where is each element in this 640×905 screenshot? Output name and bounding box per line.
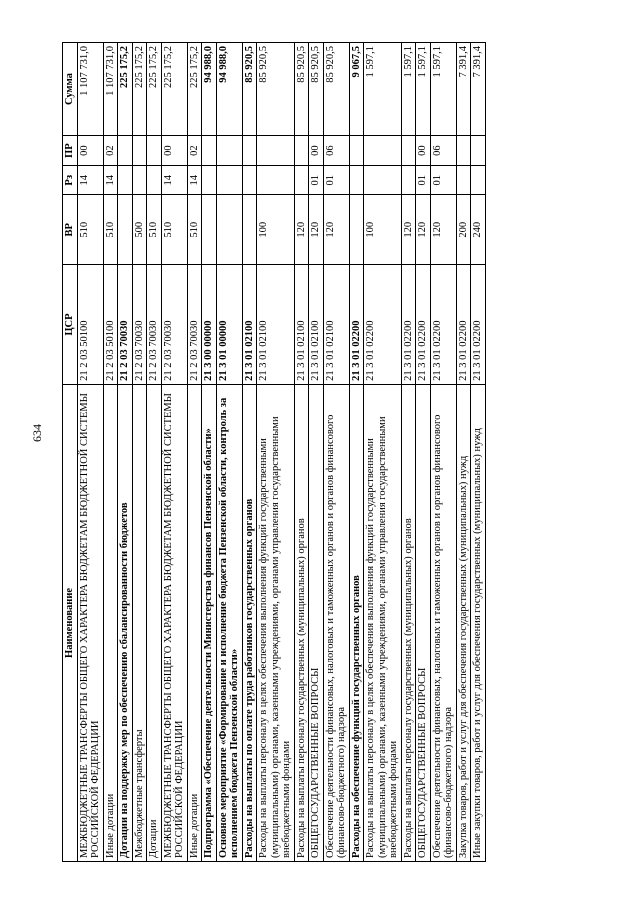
- cell-rz: 01: [323, 166, 349, 195]
- cell-pr: [118, 136, 133, 166]
- cell-csr: 21 3 00 00000: [202, 265, 217, 385]
- cell-sum: 1 107 731,0: [103, 43, 118, 136]
- cell-csr: 21 3 01 02200: [471, 265, 486, 385]
- cell-vr: 120: [294, 195, 309, 265]
- cell-sum: 85 920,5: [323, 43, 349, 136]
- header-csr: ЦСР: [63, 265, 78, 385]
- cell-vr: 200: [456, 195, 471, 265]
- cell-sum: 9 067,5: [349, 43, 364, 136]
- cell-name: Основное мероприятие «Формирование и исполнение бюджета Пензенской области, контроль за исполнением бюджета Пензенской области»: [216, 384, 242, 861]
- cell-vr: 510: [77, 195, 103, 265]
- cell-sum: 225 175,2: [161, 43, 187, 136]
- cell-rz: [118, 166, 133, 195]
- header-rz: Рз: [63, 166, 78, 195]
- table-row: [456, 43, 471, 862]
- cell-vr: 510: [147, 195, 162, 265]
- cell-vr: 510: [103, 195, 118, 265]
- cell-name: Дотации на поддержку мер по обеспечению сбалансированности бюджетов: [118, 384, 133, 861]
- cell-name: Расходы на выплаты персоналу государственных (муниципальных) органов: [294, 384, 309, 861]
- cell-vr: 120: [323, 195, 349, 265]
- cell-vr: [118, 195, 133, 265]
- table-row: [430, 43, 456, 862]
- table-row: [401, 43, 416, 862]
- table-row: [132, 43, 147, 862]
- cell-pr: 00: [309, 136, 324, 166]
- cell-rz: 01: [416, 166, 431, 195]
- cell-name: Расходы на обеспечение функций государственных органов: [349, 384, 364, 861]
- cell-pr: [364, 136, 402, 166]
- header-vr: ВР: [63, 195, 78, 265]
- cell-pr: [294, 136, 309, 166]
- cell-sum: 225 175,2: [147, 43, 162, 136]
- cell-name: Закупка товаров, работ и услуг для обеспечения государственных (муниципальных) нужд: [456, 384, 471, 861]
- cell-vr: 100: [257, 195, 295, 265]
- header-name: Наименование: [63, 384, 78, 861]
- cell-name: Иные дотации: [187, 384, 202, 861]
- cell-pr: 00: [161, 136, 187, 166]
- header-pr: ПР: [63, 136, 78, 166]
- cell-csr: 21 3 01 00000: [216, 265, 242, 385]
- cell-csr: 21 2 03 70030: [187, 265, 202, 385]
- cell-name: Расходы на выплаты персоналу в целях обеспечения выполнения функций государственными (муниципальными) органами, казенными учреждениями, органами управления государственными внебюджетными фондами: [364, 384, 402, 861]
- cell-csr: 21 3 01 02200: [364, 265, 402, 385]
- cell-name: МЕЖБЮДЖЕТНЫЕ ТРАНСФЕРТЫ ОБЩЕГО ХАРАКТЕРА БЮДЖЕТАМ БЮДЖЕТНОЙ СИСТЕМЫ РОССИЙСКОЙ ФЕДЕРАЦИИ: [161, 384, 187, 861]
- cell-pr: 02: [187, 136, 202, 166]
- cell-csr: 21 2 03 70030: [118, 265, 133, 385]
- cell-vr: 120: [430, 195, 456, 265]
- cell-csr: 21 2 03 50100: [103, 265, 118, 385]
- cell-csr: 21 2 03 70030: [161, 265, 187, 385]
- cell-sum: 225 175,2: [118, 43, 133, 136]
- table-row: [216, 43, 242, 862]
- cell-sum: 1 597,1: [364, 43, 402, 136]
- table-row: [257, 43, 295, 862]
- cell-rz: [242, 166, 257, 195]
- cell-csr: 21 3 01 02200: [349, 265, 364, 385]
- cell-rz: [147, 166, 162, 195]
- page-number: 634: [30, 424, 44, 442]
- cell-sum: 85 920,5: [257, 43, 295, 136]
- table-row: [364, 43, 402, 862]
- cell-name: ОБЩЕГОСУДАРСТВЕННЫЕ ВОПРОСЫ: [309, 384, 324, 861]
- cell-name: Расходы на выплаты персоналу государственных (муниципальных) органов: [401, 384, 416, 861]
- cell-pr: 06: [323, 136, 349, 166]
- cell-sum: 85 920,5: [242, 43, 257, 136]
- cell-name: ОБЩЕГОСУДАРСТВЕННЫЕ ВОПРОСЫ: [416, 384, 431, 861]
- cell-vr: [349, 195, 364, 265]
- table-row: [118, 43, 133, 862]
- cell-name: Дотации: [147, 384, 162, 861]
- cell-sum: 1 597,1: [430, 43, 456, 136]
- table-row: [323, 43, 349, 862]
- cell-pr: [471, 136, 486, 166]
- cell-vr: 510: [187, 195, 202, 265]
- cell-pr: 00: [416, 136, 431, 166]
- cell-rz: [401, 166, 416, 195]
- cell-csr: 21 3 01 02100: [323, 265, 349, 385]
- cell-vr: 120: [309, 195, 324, 265]
- cell-name: МЕЖБЮДЖЕТНЫЕ ТРАНСФЕРТЫ ОБЩЕГО ХАРАКТЕРА БЮДЖЕТАМ БЮДЖЕТНОЙ СИСТЕМЫ РОССИЙСКОЙ ФЕДЕРАЦИИ: [77, 384, 103, 861]
- cell-pr: [401, 136, 416, 166]
- rotated-page-content: [62, 42, 614, 862]
- cell-name: Обеспечение деятельности финансовых, налоговых и таможенных органов и органов финансового (финансово-бюджетного) надзора: [430, 384, 456, 861]
- cell-rz: 14: [161, 166, 187, 195]
- table-row: [242, 43, 257, 862]
- cell-pr: [242, 136, 257, 166]
- cell-sum: 85 920,5: [309, 43, 324, 136]
- cell-sum: 1 597,1: [416, 43, 431, 136]
- cell-name: Расходы на выплаты по оплате труда работников государственных органов: [242, 384, 257, 861]
- cell-csr: 21 3 01 02200: [430, 265, 456, 385]
- table-body: [77, 43, 485, 862]
- cell-rz: [294, 166, 309, 195]
- table-row: [294, 43, 309, 862]
- cell-csr: 21 3 01 02100: [309, 265, 324, 385]
- cell-rz: [216, 166, 242, 195]
- cell-vr: [242, 195, 257, 265]
- cell-rz: [132, 166, 147, 195]
- cell-vr: 120: [401, 195, 416, 265]
- cell-vr: 240: [471, 195, 486, 265]
- cell-rz: 01: [430, 166, 456, 195]
- cell-rz: 14: [103, 166, 118, 195]
- cell-rz: [364, 166, 402, 195]
- cell-name: Иные дотации: [103, 384, 118, 861]
- table-row: [161, 43, 187, 862]
- cell-pr: [257, 136, 295, 166]
- cell-csr: 21 3 01 02100: [257, 265, 295, 385]
- table-row: [471, 43, 486, 862]
- cell-sum: 225 175,2: [132, 43, 147, 136]
- cell-sum: 225 175,2: [187, 43, 202, 136]
- cell-name: Иные закупки товаров, работ и услуг для обеспечения государственных (муниципальных) нужд: [471, 384, 486, 861]
- cell-rz: [456, 166, 471, 195]
- table-header-row: [63, 43, 78, 862]
- cell-name: Обеспечение деятельности финансовых, налоговых и таможенных органов и органов финансового (финансово-бюджетного) надзора: [323, 384, 349, 861]
- cell-pr: 06: [430, 136, 456, 166]
- cell-pr: [216, 136, 242, 166]
- cell-vr: 500: [132, 195, 147, 265]
- cell-vr: [216, 195, 242, 265]
- cell-name: Межбюджетные трансферты: [132, 384, 147, 861]
- cell-pr: [132, 136, 147, 166]
- cell-pr: [349, 136, 364, 166]
- cell-sum: 94 988,0: [216, 43, 242, 136]
- cell-name: Подпрограмма «Обеспечение деятельности Министерства финансов Пензенской области»: [202, 384, 217, 861]
- cell-rz: 14: [187, 166, 202, 195]
- cell-csr: 21 2 03 70030: [147, 265, 162, 385]
- cell-csr: 21 3 01 02100: [294, 265, 309, 385]
- cell-sum: 1 107 731,0: [77, 43, 103, 136]
- cell-vr: 510: [161, 195, 187, 265]
- cell-sum: 7 391,4: [471, 43, 486, 136]
- cell-rz: [202, 166, 217, 195]
- table-row: [147, 43, 162, 862]
- cell-vr: 120: [416, 195, 431, 265]
- table-row: [187, 43, 202, 862]
- cell-rz: [349, 166, 364, 195]
- cell-csr: 21 2 03 70030: [132, 265, 147, 385]
- cell-rz: [257, 166, 295, 195]
- cell-sum: 1 597,1: [401, 43, 416, 136]
- cell-sum: 94 988,0: [202, 43, 217, 136]
- cell-sum: 85 920,5: [294, 43, 309, 136]
- cell-pr: 00: [77, 136, 103, 166]
- budget-table: [62, 42, 486, 862]
- table-row: [202, 43, 217, 862]
- cell-csr: 21 3 01 02200: [401, 265, 416, 385]
- cell-sum: 7 391,4: [456, 43, 471, 136]
- cell-pr: [147, 136, 162, 166]
- cell-vr: 100: [364, 195, 402, 265]
- cell-rz: 14: [77, 166, 103, 195]
- header-sum: Сумма: [63, 43, 78, 136]
- table-row: [416, 43, 431, 862]
- cell-rz: [471, 166, 486, 195]
- table-row: [309, 43, 324, 862]
- table-row: [349, 43, 364, 862]
- cell-csr: 21 2 03 50100: [77, 265, 103, 385]
- cell-pr: [456, 136, 471, 166]
- cell-name: Расходы на выплаты персоналу в целях обеспечения выполнения функций государственными (муниципальными) органами, казенными учреждениями, органами управления государственными внебюджетными фондами: [257, 384, 295, 861]
- cell-vr: [202, 195, 217, 265]
- table-row: [77, 43, 103, 862]
- cell-csr: 21 3 01 02200: [416, 265, 431, 385]
- table-row: [103, 43, 118, 862]
- cell-csr: 21 3 01 02200: [456, 265, 471, 385]
- cell-csr: 21 3 01 02100: [242, 265, 257, 385]
- cell-pr: [202, 136, 217, 166]
- cell-rz: 01: [309, 166, 324, 195]
- cell-pr: 02: [103, 136, 118, 166]
